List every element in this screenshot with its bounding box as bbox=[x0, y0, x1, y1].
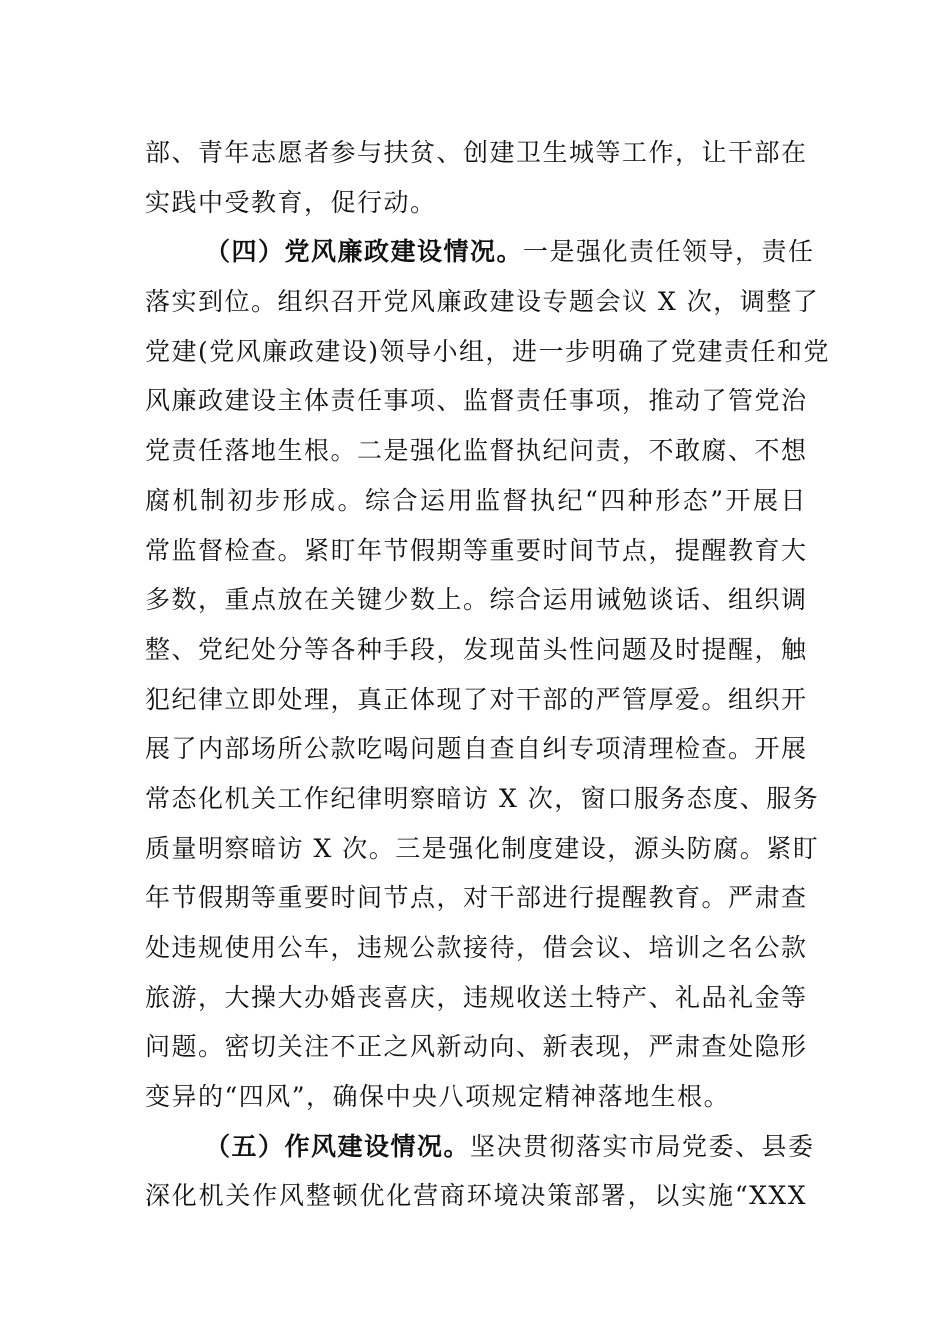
text-line: 落实到位。组织召开党风廉政建设专题会议 X 次，调整了 bbox=[145, 287, 820, 317]
text-line: 党责任落地生根。二是强化监督执纪问责，不敢腐、不想 bbox=[145, 436, 808, 466]
text-line: 变异的“四风”，确保中央八项规定精神落地生根。 bbox=[145, 1082, 731, 1112]
text-line: 处违规使用公车，违规公款接待，借会议、培训之名公款 bbox=[145, 933, 808, 962]
text-line: 深化机关作风整顿优化营商环境决策部署，以实施“XXX bbox=[145, 1181, 807, 1211]
text-line: 整、党纪处分等各种手段，发现苗头性问题及时提醒，触 bbox=[145, 634, 808, 664]
text-line: 犯纪律立即处理，真正体现了对干部的严管厚爱。组织开 bbox=[145, 684, 808, 714]
text-line: 问题。密切关注不正之风新动向、新表现，严肃查处隐形 bbox=[145, 1032, 808, 1062]
text-line: 质量明察暗访 X 次。三是强化制度建设，源头防腐。紧盯 bbox=[145, 833, 820, 863]
text-line: 腐机制初步形成。综合运用监督执纪“四种形态”开展日 bbox=[145, 485, 807, 515]
section-heading-line: （五）作风建设情况。坚决贯彻落实市局党委、县委 bbox=[205, 1131, 815, 1161]
text-line: 风廉政建设主体责任事项、监督责任事项，推动了管党治 bbox=[145, 386, 808, 416]
text-line: 实践中受教育，促行动。 bbox=[145, 187, 437, 217]
text-line: 党建(党风廉政建设)领导小组，进一步明确了党建责任和党 bbox=[145, 336, 831, 366]
text-line: 多数，重点放在关键少数上。综合运用诫勉谈话、组织调 bbox=[145, 585, 808, 615]
text-line: 部、青年志愿者参与扶贫、创建卫生城等工作，让干部在 bbox=[145, 138, 808, 167]
text-line: 旅游，大操大办婚丧喜庆，违规收送土特产、礼品礼金等 bbox=[145, 982, 808, 1012]
text-line: 展了内部场所公款吃喝问题自查自纠专项清理检查。开展 bbox=[145, 734, 808, 764]
text-line: 年节假期等重要时间节点，对干部进行提醒教育。严肃查 bbox=[145, 883, 808, 913]
text-line: 常监督检查。紧盯年节假期等重要时间节点，提醒教育大 bbox=[145, 535, 808, 565]
section-heading-line: （四）党风廉政建设情况。一是强化责任领导，责任 bbox=[205, 237, 815, 267]
section-heading: （四）党风廉政建设情况。 bbox=[205, 237, 524, 267]
body-text bbox=[145, 128, 831, 1221]
section-heading: （五）作风建设情况。 bbox=[205, 1131, 471, 1161]
text-line: 常态化机关工作纪律明察暗访 X 次，窗口服务态度、服务 bbox=[145, 783, 820, 813]
